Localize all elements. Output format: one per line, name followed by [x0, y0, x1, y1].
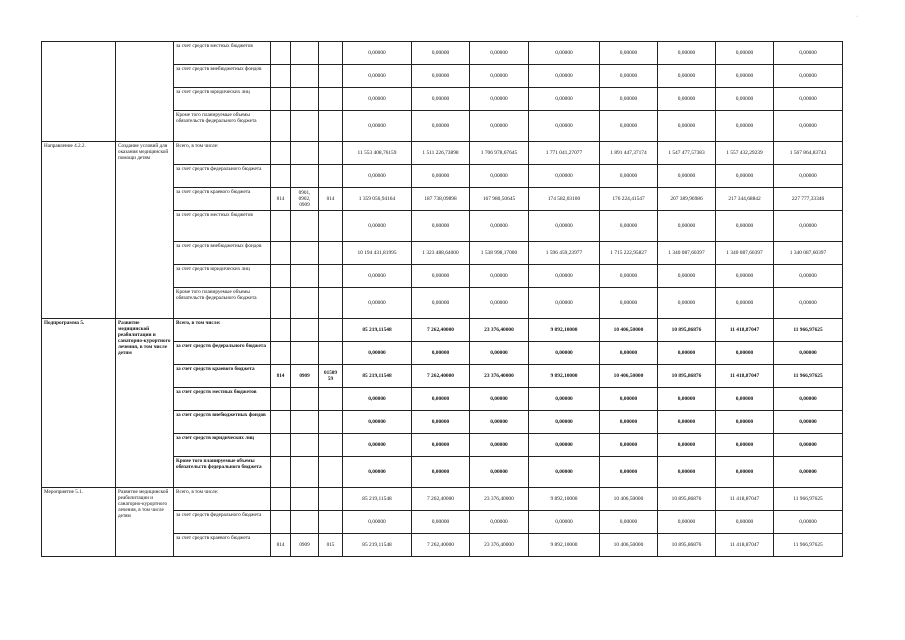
amount-cell: 1 771 041,27077: [529, 142, 600, 165]
amount-cell: 0,00000: [529, 342, 600, 365]
amount-cell: 0,00000: [716, 265, 774, 288]
csr-code: [319, 319, 343, 342]
grbs-code: [271, 265, 291, 288]
amount-cell: 11 418,87047: [716, 319, 774, 342]
amount-cell: 0,00000: [412, 411, 470, 434]
amount-cell: 0,00000: [658, 265, 716, 288]
grbs-code: 814: [271, 365, 291, 388]
table-row: [42, 42, 843, 65]
amount-cell: 0,00000: [658, 457, 716, 488]
amount-cell: 7 262,40000: [412, 488, 470, 511]
funding-source: за счет средств внебюджетных фондов: [174, 242, 271, 265]
amount-cell: 0,00000: [343, 434, 412, 457]
amount-cell: 1 706 978,67645: [470, 142, 529, 165]
amount-cell: 1 511 226,73898: [412, 142, 470, 165]
amount-cell: 1 340 087,60397: [716, 242, 774, 265]
budget-table: [41, 41, 843, 557]
amount-cell: 0,00000: [529, 511, 600, 534]
amount-cell: 10 406,50000: [600, 365, 658, 388]
rzpr-code: [291, 165, 319, 188]
amount-cell: 85 219,11548: [343, 319, 412, 342]
rzpr-code: [291, 434, 319, 457]
csr-code: 015: [319, 534, 343, 557]
amount-cell: 0,00000: [774, 457, 843, 488]
rzpr-code: [291, 388, 319, 411]
amount-cell: 0,00000: [600, 411, 658, 434]
amount-cell: 0,00000: [470, 457, 529, 488]
amount-cell: 0,00000: [529, 111, 600, 142]
funding-source: Кроме того планируемые объемы обязательств федерального бюджета: [174, 111, 271, 142]
amount-cell: 0,00000: [470, 165, 529, 188]
csr-code: [319, 88, 343, 111]
funding-source: за счет средств юридических лиц: [174, 88, 271, 111]
csr-code: [319, 434, 343, 457]
amount-cell: 0,00000: [412, 434, 470, 457]
csr-code: [319, 265, 343, 288]
amount-cell: 0,00000: [716, 65, 774, 88]
grbs-code: [271, 488, 291, 511]
amount-cell: 0,00000: [658, 42, 716, 65]
grbs-code: [271, 211, 291, 242]
csr-code: [319, 211, 343, 242]
amount-cell: 0,00000: [343, 165, 412, 188]
funding-source: за счет средств местных бюджетов: [174, 211, 271, 242]
rzpr-code: [291, 265, 319, 288]
grbs-code: [271, 388, 291, 411]
grbs-code: [271, 111, 291, 142]
amount-cell: 0,00000: [412, 42, 470, 65]
amount-cell: 0,00000: [529, 42, 600, 65]
amount-cell: 10 895,86876: [658, 319, 716, 342]
csr-code: 01509 59: [319, 365, 343, 388]
amount-cell: 0,00000: [774, 434, 843, 457]
amount-cell: 11 966,97625: [774, 319, 843, 342]
amount-cell: 0,00000: [600, 111, 658, 142]
amount-cell: 0,00000: [658, 511, 716, 534]
amount-cell: 0,00000: [658, 288, 716, 319]
amount-cell: 0,00000: [529, 411, 600, 434]
amount-cell: 0,00000: [412, 265, 470, 288]
amount-cell: 0,00000: [343, 457, 412, 488]
funding-source: за счет средств краевого бюджета: [174, 534, 271, 557]
amount-cell: 0,00000: [470, 388, 529, 411]
rzpr-code: [291, 411, 319, 434]
rzpr-code: [291, 142, 319, 165]
rzpr-code: [291, 242, 319, 265]
grbs-code: [271, 142, 291, 165]
amount-cell: 0,00000: [716, 411, 774, 434]
funding-source: за счет средств федерального бюджета: [174, 342, 271, 365]
csr-code: [319, 42, 343, 65]
amount-cell: 11 966,97625: [774, 534, 843, 557]
funding-source: за счет средств федерального бюджета: [174, 165, 271, 188]
amount-cell: 0,00000: [774, 111, 843, 142]
amount-cell: 0,00000: [600, 265, 658, 288]
amount-cell: 0,00000: [529, 211, 600, 242]
amount-cell: 0,00000: [774, 65, 843, 88]
table-row: [42, 488, 843, 511]
amount-cell: 0,00000: [774, 265, 843, 288]
amount-cell: 0,00000: [470, 111, 529, 142]
amount-cell: 0,00000: [658, 88, 716, 111]
amount-cell: 0,00000: [470, 411, 529, 434]
amount-cell: 0,00000: [774, 342, 843, 365]
grbs-code: [271, 511, 291, 534]
section-name: [116, 42, 174, 142]
rzpr-code: [291, 511, 319, 534]
amount-cell: 1 538 998,17000: [470, 242, 529, 265]
amount-cell: 0,00000: [716, 211, 774, 242]
csr-code: [319, 457, 343, 488]
amount-cell: 1 359 056,94164: [343, 188, 412, 211]
amount-cell: 10 406,50000: [600, 488, 658, 511]
rzpr-code: [291, 88, 319, 111]
amount-cell: 0,00000: [470, 288, 529, 319]
funding-source: за счет средств внебюджетных фондов: [174, 65, 271, 88]
amount-cell: 0,00000: [600, 211, 658, 242]
csr-code: [319, 142, 343, 165]
amount-cell: 7 262,40000: [412, 534, 470, 557]
amount-cell: 9 892,10000: [529, 365, 600, 388]
rzpr-code: [291, 211, 319, 242]
amount-cell: 207 389,96986: [658, 188, 716, 211]
amount-cell: 0,00000: [412, 388, 470, 411]
section-label: Направление 4.2.2.: [42, 142, 116, 319]
csr-code: [319, 65, 343, 88]
amount-cell: 0,00000: [774, 511, 843, 534]
amount-cell: 10 895,86876: [658, 365, 716, 388]
amount-cell: 0,00000: [658, 411, 716, 434]
amount-cell: 0,00000: [412, 288, 470, 319]
amount-cell: 9 892,10000: [529, 534, 600, 557]
amount-cell: 1 340 087,60397: [774, 242, 843, 265]
csr-code: [319, 388, 343, 411]
amount-cell: 11 966,97625: [774, 488, 843, 511]
amount-cell: 11 966,97625: [774, 365, 843, 388]
amount-cell: 85 219,11548: [343, 365, 412, 388]
amount-cell: 0,00000: [470, 511, 529, 534]
funding-source: Всего, в том числе:: [174, 142, 271, 165]
amount-cell: 0,00000: [343, 342, 412, 365]
amount-cell: 0,00000: [343, 388, 412, 411]
amount-cell: 0,00000: [716, 434, 774, 457]
amount-cell: 0,00000: [774, 388, 843, 411]
amount-cell: 1 715 222,95827: [600, 242, 658, 265]
amount-cell: 0,00000: [412, 457, 470, 488]
funding-source: за счет средств краевого бюджета: [174, 188, 271, 211]
amount-cell: 0,00000: [343, 511, 412, 534]
amount-cell: 0,00000: [600, 388, 658, 411]
amount-cell: 176 224,41547: [600, 188, 658, 211]
rzpr-code: [291, 65, 319, 88]
funding-source: Кроме того планируемые объемы обязательств федерального бюджета: [174, 457, 271, 488]
amount-cell: 0,00000: [600, 165, 658, 188]
csr-code: [319, 242, 343, 265]
amount-cell: 11 553 408,76159: [343, 142, 412, 165]
grbs-code: [271, 434, 291, 457]
funding-source: за счет средств юридических лиц: [174, 265, 271, 288]
amount-cell: 0,00000: [529, 388, 600, 411]
amount-cell: 0,00000: [774, 165, 843, 188]
amount-cell: 0,00000: [658, 65, 716, 88]
table-row: [42, 142, 843, 165]
amount-cell: 0,00000: [412, 511, 470, 534]
amount-cell: 0,00000: [658, 342, 716, 365]
funding-source: Всего, в том числе:: [174, 488, 271, 511]
amount-cell: 0,00000: [716, 42, 774, 65]
amount-cell: 0,00000: [658, 388, 716, 411]
grbs-code: 814: [271, 534, 291, 557]
section-label: [42, 42, 116, 142]
amount-cell: 0,00000: [343, 288, 412, 319]
amount-cell: 10 406,50000: [600, 534, 658, 557]
amount-cell: 10 406,50000: [600, 319, 658, 342]
funding-source: за счет средств местных бюджетов: [174, 42, 271, 65]
amount-cell: 0,00000: [412, 342, 470, 365]
amount-cell: 0,00000: [470, 342, 529, 365]
section-name: Создание условий для оказания медицинской помощи детям: [116, 142, 174, 319]
rzpr-code: 0909: [291, 365, 319, 388]
amount-cell: 0,00000: [470, 42, 529, 65]
grbs-code: [271, 242, 291, 265]
amount-cell: 0,00000: [658, 111, 716, 142]
amount-cell: 0,00000: [716, 111, 774, 142]
amount-cell: 0,00000: [600, 457, 658, 488]
amount-cell: 0,00000: [774, 88, 843, 111]
amount-cell: 1 567 864,83743: [774, 142, 843, 165]
section-name: Развитие медицинской реабилитации и санаторно-курортного лечения, в том числе детям: [116, 488, 174, 557]
grbs-code: [271, 342, 291, 365]
amount-cell: 0,00000: [529, 65, 600, 88]
grbs-code: [271, 411, 291, 434]
amount-cell: 0,00000: [343, 211, 412, 242]
amount-cell: 1 323 488,64000: [412, 242, 470, 265]
csr-code: [319, 288, 343, 319]
funding-source: за счет средств юридических лиц: [174, 434, 271, 457]
rzpr-code: 0909: [291, 534, 319, 557]
amount-cell: 0,00000: [600, 342, 658, 365]
funding-source: за счет средств федерального бюджета: [174, 511, 271, 534]
rzpr-code: [291, 111, 319, 142]
amount-cell: 0,00000: [716, 288, 774, 319]
amount-cell: 227 777,33346: [774, 188, 843, 211]
grbs-code: [271, 319, 291, 342]
funding-source: Всего, в том числе:: [174, 319, 271, 342]
grbs-code: [271, 88, 291, 111]
amount-cell: 0,00000: [412, 211, 470, 242]
amount-cell: 0,00000: [774, 42, 843, 65]
section-label: Мероприятие 5.1.: [42, 488, 116, 557]
amount-cell: 0,00000: [600, 88, 658, 111]
amount-cell: 23 376,40000: [470, 319, 529, 342]
amount-cell: 0,00000: [600, 42, 658, 65]
grbs-code: 814: [271, 188, 291, 211]
amount-cell: 0,00000: [343, 265, 412, 288]
table-row: [42, 319, 843, 342]
amount-cell: 1 891 447,37174: [600, 142, 658, 165]
amount-cell: 9 892,10000: [529, 488, 600, 511]
amount-cell: 0,00000: [600, 434, 658, 457]
section-name: Развитие медицинской реабилитации и санаторно-курортного лечения, в том числе детям: [116, 319, 174, 488]
amount-cell: 0,00000: [529, 288, 600, 319]
amount-cell: 0,00000: [412, 88, 470, 111]
section-label: Подпрограмма 5.: [42, 319, 116, 488]
amount-cell: 0,00000: [600, 511, 658, 534]
amount-cell: 9 892,10000: [529, 319, 600, 342]
rzpr-code: 0901, 0902, 0909: [291, 188, 319, 211]
amount-cell: 11 418,87047: [716, 534, 774, 557]
csr-code: [319, 511, 343, 534]
amount-cell: 0,00000: [343, 88, 412, 111]
amount-cell: 0,00000: [343, 65, 412, 88]
amount-cell: 0,00000: [716, 511, 774, 534]
amount-cell: 0,00000: [774, 211, 843, 242]
amount-cell: 7 262,40000: [412, 365, 470, 388]
amount-cell: 0,00000: [716, 165, 774, 188]
amount-cell: 85 219,11548: [343, 534, 412, 557]
amount-cell: 0,00000: [716, 88, 774, 111]
grbs-code: [271, 65, 291, 88]
amount-cell: 0,00000: [343, 42, 412, 65]
grbs-code: [271, 42, 291, 65]
amount-cell: 0,00000: [470, 434, 529, 457]
amount-cell: 11 418,87047: [716, 365, 774, 388]
amount-cell: 0,00000: [529, 434, 600, 457]
amount-cell: 0,00000: [716, 457, 774, 488]
funding-source: за счет средств местных бюджетов: [174, 388, 271, 411]
amount-cell: 1 547 477,57383: [658, 142, 716, 165]
rzpr-code: [291, 488, 319, 511]
amount-cell: 1 557 432,29239: [716, 142, 774, 165]
amount-cell: 85 219,11548: [343, 488, 412, 511]
funding-source: за счет средств внебюджетных фондов: [174, 411, 271, 434]
amount-cell: 0,00000: [529, 457, 600, 488]
amount-cell: 0,00000: [716, 342, 774, 365]
csr-code: 014: [319, 188, 343, 211]
grbs-code: [271, 288, 291, 319]
grbs-code: [271, 165, 291, 188]
rzpr-code: [291, 319, 319, 342]
amount-cell: 1 340 087,60397: [658, 242, 716, 265]
budget-table-body: [42, 42, 843, 557]
amount-cell: 10 895,86876: [658, 488, 716, 511]
funding-source: Кроме того планируемые объемы обязательств федерального бюджета: [174, 288, 271, 319]
amount-cell: 7 262,40000: [412, 319, 470, 342]
amount-cell: 10 895,86876: [658, 534, 716, 557]
amount-cell: 0,00000: [412, 65, 470, 88]
amount-cell: 1 596 459,23977: [529, 242, 600, 265]
amount-cell: 0,00000: [412, 165, 470, 188]
amount-cell: 0,00000: [412, 111, 470, 142]
amount-cell: 217 344,68842: [716, 188, 774, 211]
csr-code: [319, 488, 343, 511]
rzpr-code: [291, 42, 319, 65]
amount-cell: 0,00000: [658, 165, 716, 188]
amount-cell: 0,00000: [470, 88, 529, 111]
rzpr-code: [291, 342, 319, 365]
amount-cell: 0,00000: [716, 388, 774, 411]
grbs-code: [271, 457, 291, 488]
amount-cell: 23 376,40000: [470, 365, 529, 388]
amount-cell: 174 582,03100: [529, 188, 600, 211]
csr-code: [319, 111, 343, 142]
amount-cell: 0,00000: [658, 434, 716, 457]
amount-cell: 0,00000: [600, 65, 658, 88]
funding-source: за счет средств краевого бюджета: [174, 365, 271, 388]
amount-cell: 23 376,40000: [470, 488, 529, 511]
amount-cell: 0,00000: [343, 111, 412, 142]
amount-cell: 0,00000: [470, 265, 529, 288]
amount-cell: 23 376,40000: [470, 534, 529, 557]
amount-cell: 0,00000: [470, 65, 529, 88]
csr-code: [319, 342, 343, 365]
rzpr-code: [291, 457, 319, 488]
amount-cell: 0,00000: [774, 288, 843, 319]
amount-cell: 0,00000: [529, 88, 600, 111]
amount-cell: 0,00000: [600, 288, 658, 319]
scan-mark: ·: [856, 14, 858, 20]
amount-cell: 0,00000: [343, 411, 412, 434]
amount-cell: 187 738,09898: [412, 188, 470, 211]
amount-cell: 0,00000: [774, 411, 843, 434]
amount-cell: 0,00000: [470, 211, 529, 242]
amount-cell: 11 418,87047: [716, 488, 774, 511]
amount-cell: 0,00000: [529, 165, 600, 188]
csr-code: [319, 411, 343, 434]
csr-code: [319, 165, 343, 188]
amount-cell: 10 194 431,81995: [343, 242, 412, 265]
rzpr-code: [291, 288, 319, 319]
amount-cell: 0,00000: [658, 211, 716, 242]
amount-cell: 167 980,50645: [470, 188, 529, 211]
amount-cell: 0,00000: [529, 265, 600, 288]
